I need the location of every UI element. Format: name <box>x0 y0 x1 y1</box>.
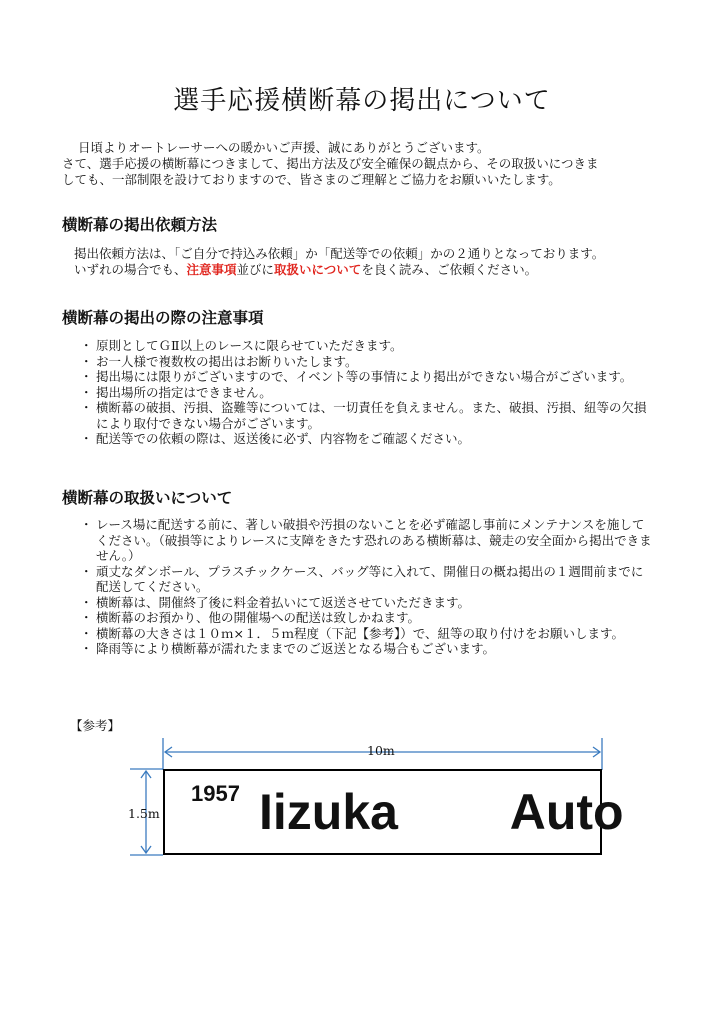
bullet-icon: ・ <box>80 353 93 369</box>
intro-line-1: 日頃よりオートレーサーへの暖かいご声援、誠にありがとうございます。 <box>78 140 490 155</box>
list-item: ・ 掲出場には限りがございますので、イベント等の事情により掲出ができない場合がございます。 <box>80 369 633 384</box>
intro-line-2: さて、選手応援の横断幕につきまして、掲出方法及び安全確保の観点から、その取扱いにつきま <box>62 156 599 171</box>
list-item: ・ レース場に配送する前に、著しい破損や汚損のないことを必ず確認し事前にメンテナンスを施してください。（破損等によりレースに支障をきたす恐れのある横断幕は、競走の安全面から掲出できません。） <box>80 517 652 563</box>
section-heading-handling: 横断幕の取扱いについて <box>62 489 233 507</box>
bullet-icon: ・ <box>80 338 93 353</box>
banner-example <box>163 769 624 855</box>
section-heading-display-notes: 横断幕の掲出の際の注意事項 <box>62 309 264 327</box>
list-item: ・ 横断幕の破損、汚損、盗難等については、一切責任を負えません。また、破損、汚損、紐等の欠損により取付できない場合がございます。 <box>80 400 647 431</box>
list-item: ・ 原則としてＧⅡ以上のレースに限らせていただきます。 <box>80 338 403 353</box>
list-item: ・ 配送等での依頼の際は、返送後に必ず、内容物をご確認ください。 <box>80 431 471 446</box>
list-item: ・ 掲出場所の指定はできません。 <box>80 384 272 400</box>
bullet-icon: ・ <box>80 400 93 415</box>
highlight-notes: 注意事項 <box>186 262 237 277</box>
list-item: ・ 横断幕の大きさは１０ｍ×１．５ｍ程度（下記【参考】）で、紐等の取り付けをお願いします。 <box>80 625 624 641</box>
list-item: ・ 横断幕は、開催終了後に料金着払いにて返送させていただきます。 <box>80 594 471 610</box>
bullet-icon: ・ <box>80 563 93 579</box>
highlight-handling: 取扱いについて <box>274 262 362 277</box>
list-item: ・ 降雨等により横断幕が濡れたままでのご返送となる場合もございます。 <box>80 641 496 656</box>
reference-label: 【参考】 <box>70 718 121 733</box>
text-segment: 並びに <box>236 262 275 277</box>
bullet-icon: ・ <box>80 641 93 656</box>
bullet-icon: ・ <box>80 384 93 400</box>
banner-year: 1957 <box>191 781 240 806</box>
bullet-icon: ・ <box>80 594 93 610</box>
bullet-icon: ・ <box>80 517 93 532</box>
height-dimension-label: 1.5m <box>128 806 160 821</box>
text-segment: いずれの場合でも、 <box>74 262 187 277</box>
bullet-icon: ・ <box>80 625 93 641</box>
bullet-icon: ・ <box>80 369 93 384</box>
bullet-icon: ・ <box>80 431 93 446</box>
list-item: ・ お一人様で複数枚の掲出はお断りいたします。 <box>80 353 358 369</box>
list-item: ・ 頑丈なダンボール、プラスチックケース、バッグ等に入れて、開催日の概ね掲出の１週間前までに配送してください。 <box>80 563 644 594</box>
list-item: ・ 横断幕のお預かり、他の開催場への配送は致しかねます。 <box>80 610 421 625</box>
request-method-line-1: 掲出依頼方法は、「ご自分で持込み依頼」か「配送等での依頼」かの２通りとなっております。 <box>74 246 605 261</box>
text-segment: を良く読み、ご依頼ください。 <box>361 262 538 277</box>
width-dimension-label: 10m <box>367 743 395 758</box>
banner-name: Iizuka Auto <box>259 784 624 840</box>
page-title: 選手応援横断幕の掲出について <box>173 86 551 116</box>
bullet-icon: ・ <box>80 610 93 625</box>
section-heading-request-method: 横断幕の掲出依頼方法 <box>62 216 218 234</box>
intro-line-3: しても、一部制限を設けておりますので、皆さまのご理解とご協力をお願いいたします。 <box>62 172 561 187</box>
